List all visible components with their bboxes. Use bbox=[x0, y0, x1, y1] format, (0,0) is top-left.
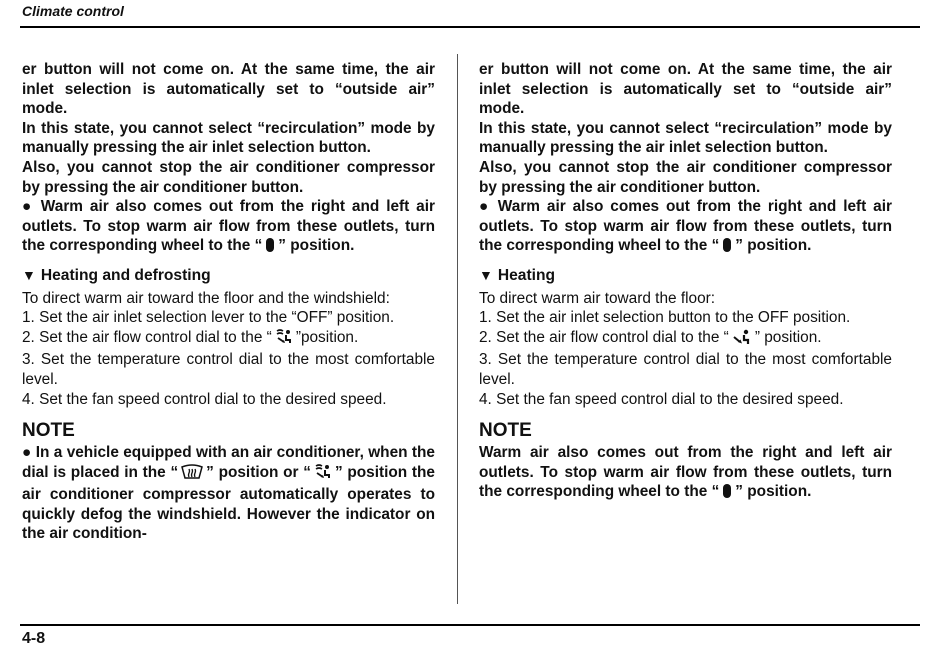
right-note-text-a: Warm air also comes out from the right and left air outlets. To stop warm air flow from these outlets, turn the corresponding wheel to the “ bbox=[479, 444, 892, 501]
right-step-1: 1. Set the air inlet selection button to the OFF position. bbox=[479, 309, 851, 327]
left-section-heading bbox=[22, 266, 435, 286]
right-intro: To direct warm air toward the floor: bbox=[479, 289, 716, 307]
right-heading-text: Heating bbox=[497, 266, 556, 284]
right-p4-text-a: ● Warm air also comes out from the right and left air outlets. To stop warm air flow from these outlets, turn the corresponding wheel to the “ bbox=[479, 198, 892, 255]
left-note-text-b: ” position or “ bbox=[206, 463, 311, 481]
left-paragraph-3: Also, you cannot stop the air conditioner compressor by pressing the air conditioner button. bbox=[22, 158, 435, 196]
left-step-2 bbox=[22, 328, 435, 351]
right-step-2 bbox=[479, 328, 892, 351]
right-step-2-text-b: ” position. bbox=[754, 328, 822, 346]
left-paragraph-1: er button will not come on. At the same time, the air inlet selection is automatically set to “outside air” mode. bbox=[22, 61, 435, 118]
wheel-closed-icon bbox=[723, 484, 731, 498]
right-paragraph-2: In this state, you cannot select “recirculation” mode by manually pressing the air inlet selection button. bbox=[479, 119, 892, 157]
right-note-heading: NOTE bbox=[479, 420, 532, 442]
right-note-text-b: ” position. bbox=[735, 483, 812, 501]
left-paragraph-2: In this state, you cannot select “recirculation” mode by manually pressing the air inlet selection button. bbox=[22, 119, 435, 157]
header-rule bbox=[20, 26, 920, 28]
right-step-3: 3. Set the temperature control dial to the most comfortable level. bbox=[479, 351, 892, 388]
right-section-heading bbox=[479, 266, 892, 286]
defrost-icon bbox=[181, 464, 203, 486]
left-heading-text: Heating and defrosting bbox=[40, 266, 211, 284]
floor-defrost-icon bbox=[275, 329, 293, 351]
right-column bbox=[479, 60, 892, 502]
page-number: 4-8 bbox=[22, 630, 46, 647]
right-paragraph-1: er button will not come on. At the same time, the air inlet selection is automatically set to “outside air” mode. bbox=[479, 61, 892, 118]
left-p4-text-a: ● Warm air also comes out from the right and left air outlets. To stop warm air flow from these outlets, turn the corresponding wheel to the “ bbox=[22, 198, 435, 255]
left-intro: To direct warm air toward the floor and the windshield: bbox=[22, 289, 390, 307]
wheel-closed-icon bbox=[266, 238, 274, 252]
left-note-heading: NOTE bbox=[22, 420, 75, 442]
right-paragraph-3: Also, you cannot stop the air conditioner compressor by pressing the air conditioner button. bbox=[479, 158, 892, 196]
left-step-1: 1. Set the air inlet selection lever to the “OFF” position. bbox=[22, 309, 395, 327]
left-note-text bbox=[22, 443, 435, 544]
left-note-text-c: ” position the air conditioner compressor automatically operates to quickly defog the windshield. However the indicator on the air condition- bbox=[22, 463, 435, 543]
right-p4-text-b: ” position. bbox=[735, 237, 812, 255]
left-step-3: 3. Set the temperature control dial to the most comfortable level. bbox=[22, 351, 435, 388]
triangle-bullet-icon: ▼ bbox=[22, 266, 36, 283]
triangle-bullet-icon: ▼ bbox=[479, 266, 493, 283]
floor-defrost-icon bbox=[314, 464, 332, 486]
wheel-closed-icon bbox=[723, 238, 731, 252]
column-divider bbox=[457, 54, 458, 604]
left-column bbox=[22, 60, 435, 544]
left-paragraph-4 bbox=[22, 197, 435, 256]
left-step-2-text-a: 2. Set the air flow control dial to the “ bbox=[22, 328, 272, 346]
left-note-text-a: ● In a vehicle equipped with an air conditioner, when the dial is placed in the “ bbox=[22, 444, 435, 481]
footer-rule bbox=[20, 624, 920, 626]
right-paragraph-4 bbox=[479, 197, 892, 256]
left-step-2-text-b: ”position. bbox=[295, 328, 359, 346]
right-note-text bbox=[479, 443, 892, 502]
left-p4-text-b: ” position. bbox=[278, 237, 355, 255]
running-head: Climate control bbox=[22, 3, 124, 19]
right-step-2-text-a: 2. Set the air flow control dial to the “ bbox=[479, 328, 729, 346]
left-step-4: 4. Set the fan speed control dial to the desired speed. bbox=[22, 390, 387, 408]
floor-icon bbox=[732, 329, 752, 351]
right-step-4: 4. Set the fan speed control dial to the desired speed. bbox=[479, 390, 844, 408]
